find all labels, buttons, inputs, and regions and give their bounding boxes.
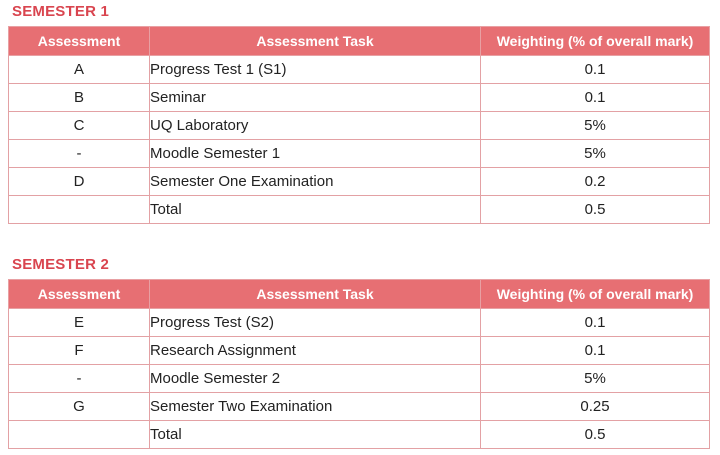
assessment-cell: A [9,56,150,84]
total-row [9,196,710,224]
weighting-cell: 0.1 [481,309,710,337]
assessment-cell: - [9,365,150,393]
table-row [9,337,710,365]
table-row [9,365,710,393]
task-cell: Progress Test 1 (S1) [150,56,481,84]
header-weighting: Weighting (% of overall mark) [481,27,710,56]
weighting-cell: 0.1 [481,337,710,365]
task-cell: Moodle Semester 1 [150,140,481,168]
semester-2-title: SEMESTER 2 [12,256,110,273]
weighting-cell: 5% [481,365,710,393]
assessment-cell: - [9,140,150,168]
assessment-cell: E [9,309,150,337]
assessment-cell: G [9,393,150,421]
weighting-cell: 0.2 [481,168,710,196]
table-row [9,309,710,337]
assessment-cell [9,196,150,224]
semester-1-title: SEMESTER 1 [12,3,110,20]
total-label: Total [150,421,481,449]
semester-2-table [8,279,710,449]
weighting-cell: 5% [481,112,710,140]
total-weighting: 0.5 [481,196,710,224]
weighting-cell: 0.1 [481,56,710,84]
weighting-cell: 5% [481,140,710,168]
task-cell: Semester Two Examination [150,393,481,421]
assessment-cell [9,421,150,449]
table-row [9,112,710,140]
task-cell: Semester One Examination [150,168,481,196]
assessment-cell: D [9,168,150,196]
task-cell: UQ Laboratory [150,112,481,140]
total-label: Total [150,196,481,224]
weighting-cell: 0.25 [481,393,710,421]
table-row [9,140,710,168]
total-row [9,421,710,449]
table-header-row [9,27,710,56]
table-row [9,393,710,421]
task-cell: Moodle Semester 2 [150,365,481,393]
table-row [9,84,710,112]
table-row [9,56,710,84]
task-cell: Research Assignment [150,337,481,365]
header-weighting: Weighting (% of overall mark) [481,280,710,309]
total-weighting: 0.5 [481,421,710,449]
weighting-cell: 0.1 [481,84,710,112]
assessment-cell: F [9,337,150,365]
header-assessment: Assessment [9,280,150,309]
header-assessment-task: Assessment Task [150,27,481,56]
header-assessment-task: Assessment Task [150,280,481,309]
task-cell: Progress Test (S2) [150,309,481,337]
task-cell: Seminar [150,84,481,112]
assessment-cell: C [9,112,150,140]
table-row [9,168,710,196]
table-header-row [9,280,710,309]
semester-1-table [8,26,710,224]
assessment-cell: B [9,84,150,112]
header-assessment: Assessment [9,27,150,56]
